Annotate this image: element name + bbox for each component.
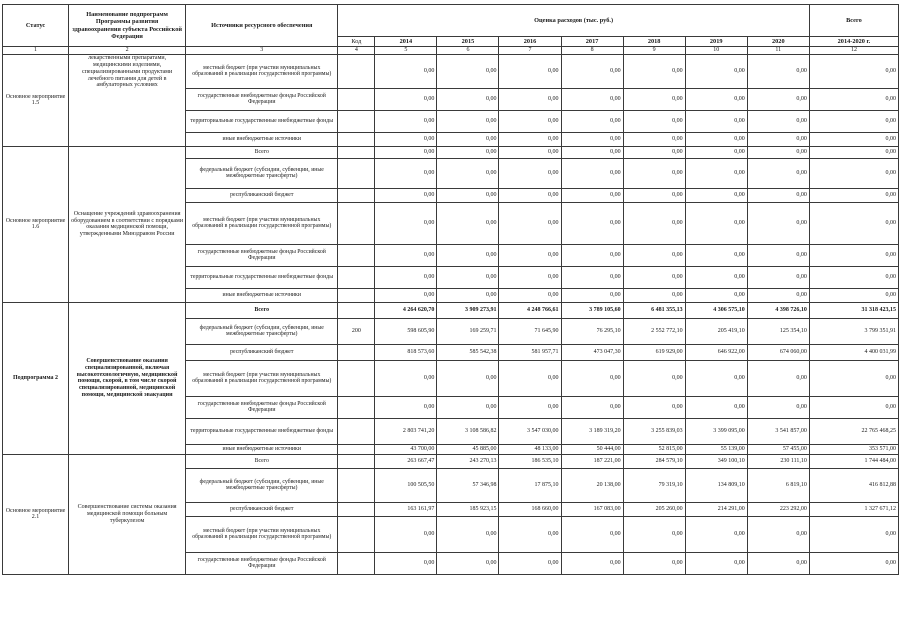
year-value: 0,00 <box>375 88 437 110</box>
year-value: 0,00 <box>685 54 747 88</box>
year-value: 0,00 <box>561 54 623 88</box>
year-value: 0,00 <box>623 288 685 302</box>
year-value: 2 552 772,10 <box>623 318 685 344</box>
year-value: 3 189 319,20 <box>561 418 623 444</box>
column-number: 2 <box>69 47 186 55</box>
year-value: 0,00 <box>375 158 437 188</box>
year-value: 0,00 <box>375 54 437 88</box>
year-value: 48 133,00 <box>499 444 561 454</box>
year-value: 57 346,98 <box>437 468 499 502</box>
total-value: 31 318 423,15 <box>809 302 898 318</box>
total-value: 0,00 <box>809 202 898 244</box>
header-year: 2016 <box>499 37 561 47</box>
year-value: 0,00 <box>685 146 747 158</box>
resource-source: федеральный бюджет (субсидии, субвенции, иные межбюджетные трансферты) <box>186 318 338 344</box>
year-value: 0,00 <box>375 202 437 244</box>
year-value: 0,00 <box>437 552 499 574</box>
year-value: 125 354,10 <box>747 318 809 344</box>
year-value: 0,00 <box>747 54 809 88</box>
resource-source: территориальные государственные внебюджетные фонды <box>186 266 338 288</box>
year-value: 0,00 <box>747 132 809 146</box>
year-value: 0,00 <box>375 244 437 266</box>
year-value: 0,00 <box>499 146 561 158</box>
year-value: 0,00 <box>499 54 561 88</box>
resource-source: федеральный бюджет (субсидии, субвенции, иные межбюджетные трансферты) <box>186 158 338 188</box>
resource-source: Всего <box>186 454 338 468</box>
year-value: 230 111,10 <box>747 454 809 468</box>
year-value: 0,00 <box>623 552 685 574</box>
year-value: 0,00 <box>437 202 499 244</box>
year-value: 163 161,97 <box>375 502 437 516</box>
code-cell <box>338 360 375 396</box>
year-value: 3 789 105,60 <box>561 302 623 318</box>
year-value: 6 481 355,13 <box>623 302 685 318</box>
year-value: 4 248 766,61 <box>499 302 561 318</box>
total-value: 0,00 <box>809 188 898 202</box>
header-subprogram-name: Наименование подпрограмм Программы развития здравоохранения субъекта Российской Федерации <box>69 5 186 47</box>
total-value: 353 571,00 <box>809 444 898 454</box>
year-value: 0,00 <box>685 202 747 244</box>
year-value: 0,00 <box>437 396 499 418</box>
year-value: 473 047,30 <box>561 344 623 360</box>
year-value: 0,00 <box>747 158 809 188</box>
code-cell <box>338 516 375 552</box>
header-total-period: 2014-2020 г. <box>809 37 898 47</box>
resource-source: территориальные государственные внебюджетные фонды <box>186 110 338 132</box>
code-cell <box>338 302 375 318</box>
year-value: 134 809,10 <box>685 468 747 502</box>
total-value: 22 765 468,25 <box>809 418 898 444</box>
year-value: 4 264 620,70 <box>375 302 437 318</box>
year-value: 0,00 <box>747 360 809 396</box>
total-value: 0,00 <box>809 158 898 188</box>
year-value: 0,00 <box>437 110 499 132</box>
year-value: 76 295,10 <box>561 318 623 344</box>
resource-source: иные внебюджетные источники <box>186 132 338 146</box>
column-number: 3 <box>186 47 338 55</box>
year-value: 0,00 <box>499 88 561 110</box>
year-value: 0,00 <box>747 266 809 288</box>
table-row <box>3 302 899 318</box>
code-cell <box>338 468 375 502</box>
total-value: 0,00 <box>809 396 898 418</box>
total-value: 0,00 <box>809 516 898 552</box>
year-value: 100 505,50 <box>375 468 437 502</box>
row-status: Основное мероприятие 1.5 <box>3 54 69 146</box>
total-value: 0,00 <box>809 146 898 158</box>
code-cell <box>338 244 375 266</box>
code-cell <box>338 158 375 188</box>
year-value: 0,00 <box>499 158 561 188</box>
year-value: 0,00 <box>623 202 685 244</box>
year-value: 0,00 <box>747 288 809 302</box>
total-value: 0,00 <box>809 552 898 574</box>
total-value: 4 400 031,99 <box>809 344 898 360</box>
year-value: 0,00 <box>561 516 623 552</box>
year-value: 585 542,38 <box>437 344 499 360</box>
resource-source: республиканский бюджет <box>186 502 338 516</box>
header-year: 2014 <box>375 37 437 47</box>
year-value: 169 259,71 <box>437 318 499 344</box>
year-value: 0,00 <box>437 88 499 110</box>
code-cell <box>338 266 375 288</box>
year-value: 17 875,10 <box>499 468 561 502</box>
year-value: 581 957,71 <box>499 344 561 360</box>
resource-source: республиканский бюджет <box>186 344 338 360</box>
year-value: 20 138,00 <box>561 468 623 502</box>
resource-source: иные внебюджетные источники <box>186 444 338 454</box>
year-value: 0,00 <box>375 552 437 574</box>
year-value: 0,00 <box>437 244 499 266</box>
year-value: 0,00 <box>747 146 809 158</box>
column-number: 1 <box>3 47 69 55</box>
year-value: 0,00 <box>499 288 561 302</box>
year-value: 818 573,60 <box>375 344 437 360</box>
header-code: Код <box>338 37 375 47</box>
year-value: 0,00 <box>623 146 685 158</box>
header-year: 2019 <box>685 37 747 47</box>
header-estimate: Оценка расходов (тыс. руб.) <box>338 5 810 37</box>
year-value: 0,00 <box>685 132 747 146</box>
total-value: 3 799 351,91 <box>809 318 898 344</box>
year-value: 0,00 <box>685 288 747 302</box>
year-value: 71 645,90 <box>499 318 561 344</box>
year-value: 0,00 <box>561 88 623 110</box>
year-value: 43 700,00 <box>375 444 437 454</box>
resource-source: государственные внебюджетные фонды Российской Федерации <box>186 88 338 110</box>
year-value: 0,00 <box>561 188 623 202</box>
row-subprogram-name: Совершенствование оказания специализированной, включая высокотехнологичную, медицинской помощи, скорой, в том числе скорой специализированной, медицинской помощи, медицинской эвакуации <box>69 302 186 454</box>
year-value: 3 108 586,82 <box>437 418 499 444</box>
header-status: Статус <box>3 5 69 47</box>
year-value: 0,00 <box>375 396 437 418</box>
year-value: 0,00 <box>499 360 561 396</box>
year-value: 167 083,00 <box>561 502 623 516</box>
column-number: 10 <box>685 47 747 55</box>
year-value: 168 660,00 <box>499 502 561 516</box>
resource-source: государственные внебюджетные фонды Российской Федерации <box>186 552 338 574</box>
year-value: 0,00 <box>623 360 685 396</box>
year-value: 4 398 726,10 <box>747 302 809 318</box>
year-value: 0,00 <box>747 516 809 552</box>
year-value: 0,00 <box>685 266 747 288</box>
year-value: 0,00 <box>499 202 561 244</box>
code-cell <box>338 444 375 454</box>
total-value: 0,00 <box>809 54 898 88</box>
row-status: Основное мероприятие 2.1 <box>3 454 69 574</box>
year-value: 0,00 <box>499 266 561 288</box>
year-value: 0,00 <box>561 360 623 396</box>
year-value: 0,00 <box>561 244 623 266</box>
year-value: 0,00 <box>437 188 499 202</box>
year-value: 0,00 <box>747 396 809 418</box>
resource-source: федеральный бюджет (субсидии, субвенции, иные межбюджетные трансферты) <box>186 468 338 502</box>
year-value: 646 922,00 <box>685 344 747 360</box>
year-value: 3 255 839,03 <box>623 418 685 444</box>
resource-source: Всего <box>186 302 338 318</box>
column-number: 4 <box>338 47 375 55</box>
year-value: 0,00 <box>499 552 561 574</box>
year-value: 0,00 <box>685 88 747 110</box>
resource-source: местный бюджет (при участии муниципальных образований в реализации государственной программы) <box>186 360 338 396</box>
resource-source: государственные внебюджетные фонды Российской Федерации <box>186 244 338 266</box>
year-value: 0,00 <box>375 110 437 132</box>
row-status: Подпрограмма 2 <box>3 302 69 454</box>
resource-source: территориальные государственные внебюджетные фонды <box>186 418 338 444</box>
year-value: 0,00 <box>623 158 685 188</box>
year-value: 0,00 <box>499 110 561 132</box>
year-value: 0,00 <box>747 110 809 132</box>
year-value: 0,00 <box>561 158 623 188</box>
year-value: 0,00 <box>623 88 685 110</box>
column-number: 6 <box>437 47 499 55</box>
code-cell <box>338 132 375 146</box>
year-value: 0,00 <box>375 516 437 552</box>
year-value: 0,00 <box>623 396 685 418</box>
header-year: 2018 <box>623 37 685 47</box>
total-value: 416 812,88 <box>809 468 898 502</box>
year-value: 0,00 <box>623 110 685 132</box>
year-value: 3 399 095,00 <box>685 418 747 444</box>
total-value: 0,00 <box>809 360 898 396</box>
resource-source: местный бюджет (при участии муниципальных образований в реализации государственной программы) <box>186 516 338 552</box>
year-value: 0,00 <box>623 54 685 88</box>
year-value: 223 292,00 <box>747 502 809 516</box>
resource-source: государственные внебюджетные фонды Российской Федерации <box>186 396 338 418</box>
year-value: 186 535,10 <box>499 454 561 468</box>
year-value: 0,00 <box>747 244 809 266</box>
year-value: 0,00 <box>561 110 623 132</box>
year-value: 214 291,00 <box>685 502 747 516</box>
year-value: 205 260,00 <box>623 502 685 516</box>
year-value: 0,00 <box>747 202 809 244</box>
header-total: Всего <box>809 5 898 37</box>
year-value: 598 605,90 <box>375 318 437 344</box>
year-value: 0,00 <box>623 516 685 552</box>
year-value: 0,00 <box>561 146 623 158</box>
year-value: 0,00 <box>685 110 747 132</box>
total-value: 0,00 <box>809 88 898 110</box>
year-value: 0,00 <box>561 266 623 288</box>
year-value: 0,00 <box>437 146 499 158</box>
year-value: 0,00 <box>623 244 685 266</box>
year-value: 0,00 <box>437 158 499 188</box>
year-value: 3 909 273,91 <box>437 302 499 318</box>
year-value: 0,00 <box>623 266 685 288</box>
budget-table <box>2 4 899 575</box>
year-value: 0,00 <box>623 188 685 202</box>
total-value: 1 327 671,12 <box>809 502 898 516</box>
year-value: 0,00 <box>747 188 809 202</box>
year-value: 187 221,00 <box>561 454 623 468</box>
year-value: 52 815,00 <box>623 444 685 454</box>
total-value: 0,00 <box>809 110 898 132</box>
year-value: 0,00 <box>623 132 685 146</box>
column-number: 9 <box>623 47 685 55</box>
header-resource-source: Источники ресурсного обеспечения <box>186 5 338 47</box>
year-value: 45 885,00 <box>437 444 499 454</box>
year-value: 3 541 857,00 <box>747 418 809 444</box>
year-value: 0,00 <box>685 516 747 552</box>
year-value: 2 803 741,20 <box>375 418 437 444</box>
code-cell <box>338 552 375 574</box>
year-value: 205 419,10 <box>685 318 747 344</box>
year-value: 0,00 <box>375 266 437 288</box>
year-value: 674 060,00 <box>747 344 809 360</box>
total-value: 0,00 <box>809 266 898 288</box>
header-year: 2017 <box>561 37 623 47</box>
resource-source: местный бюджет (при участии муниципальных образований в реализации государственной программы) <box>186 54 338 88</box>
column-number: 7 <box>499 47 561 55</box>
year-value: 0,00 <box>747 552 809 574</box>
year-value: 619 929,00 <box>623 344 685 360</box>
resource-source: республиканский бюджет <box>186 188 338 202</box>
table-row <box>3 54 899 88</box>
total-value: 0,00 <box>809 132 898 146</box>
year-value: 0,00 <box>747 88 809 110</box>
year-value: 0,00 <box>375 288 437 302</box>
year-value: 0,00 <box>561 396 623 418</box>
year-value: 0,00 <box>437 54 499 88</box>
total-value: 1 744 484,00 <box>809 454 898 468</box>
budget-document <box>2 4 899 575</box>
year-value: 0,00 <box>561 202 623 244</box>
code-cell: 200 <box>338 318 375 344</box>
header-year: 2015 <box>437 37 499 47</box>
code-cell <box>338 54 375 88</box>
year-value: 0,00 <box>375 188 437 202</box>
year-value: 0,00 <box>437 360 499 396</box>
resource-source: местный бюджет (при участии муниципальных образований в реализации государственной программы) <box>186 202 338 244</box>
row-subprogram-name: Совершенствование системы оказания медицинской помощи больным туберкулезом <box>69 454 186 574</box>
year-value: 6 819,10 <box>747 468 809 502</box>
year-value: 0,00 <box>437 132 499 146</box>
year-value: 79 319,10 <box>623 468 685 502</box>
code-cell <box>338 146 375 158</box>
year-value: 0,00 <box>437 288 499 302</box>
year-value: 0,00 <box>561 132 623 146</box>
year-value: 0,00 <box>499 516 561 552</box>
row-subprogram-name: Оснащение учреждений здравоохранения оборудованием в соответствии с порядками оказания медицинской помощи, утвержденными Минздравом России <box>69 146 186 302</box>
code-cell <box>338 188 375 202</box>
code-cell <box>338 88 375 110</box>
year-value: 0,00 <box>375 146 437 158</box>
year-value: 0,00 <box>499 132 561 146</box>
year-value: 185 923,15 <box>437 502 499 516</box>
row-status: Основное мероприятие 1.6 <box>3 146 69 302</box>
year-value: 0,00 <box>561 552 623 574</box>
year-value: 0,00 <box>685 360 747 396</box>
code-cell <box>338 344 375 360</box>
year-value: 3 547 030,00 <box>499 418 561 444</box>
year-value: 0,00 <box>685 552 747 574</box>
year-value: 0,00 <box>685 188 747 202</box>
year-value: 0,00 <box>437 266 499 288</box>
column-number: 8 <box>561 47 623 55</box>
year-value: 243 270,13 <box>437 454 499 468</box>
code-cell <box>338 396 375 418</box>
year-value: 0,00 <box>375 360 437 396</box>
column-number: 11 <box>747 47 809 55</box>
header-year: 2020 <box>747 37 809 47</box>
year-value: 0,00 <box>437 516 499 552</box>
year-value: 284 579,10 <box>623 454 685 468</box>
year-value: 263 667,47 <box>375 454 437 468</box>
table-row <box>3 454 899 468</box>
year-value: 0,00 <box>499 244 561 266</box>
year-value: 50 444,00 <box>561 444 623 454</box>
year-value: 0,00 <box>685 158 747 188</box>
total-value: 0,00 <box>809 244 898 266</box>
year-value: 0,00 <box>499 396 561 418</box>
code-cell <box>338 288 375 302</box>
year-value: 0,00 <box>561 288 623 302</box>
year-value: 0,00 <box>685 396 747 418</box>
year-value: 55 139,00 <box>685 444 747 454</box>
resource-source: иные внебюджетные источники <box>186 288 338 302</box>
year-value: 349 100,10 <box>685 454 747 468</box>
year-value: 57 455,00 <box>747 444 809 454</box>
year-value: 0,00 <box>499 188 561 202</box>
table-row <box>3 146 899 158</box>
row-subprogram-name: лекарственными препаратами, медицинскими изделиями, специализированными продуктами лечебного питания для детей в амбулаторных условиях <box>69 54 186 146</box>
column-numbers-row <box>3 47 899 55</box>
year-value: 4 306 575,10 <box>685 302 747 318</box>
code-cell <box>338 454 375 468</box>
column-number: 12 <box>809 47 898 55</box>
code-cell <box>338 110 375 132</box>
total-value: 0,00 <box>809 288 898 302</box>
resource-source: Всего <box>186 146 338 158</box>
year-value: 0,00 <box>375 132 437 146</box>
code-cell <box>338 202 375 244</box>
code-cell <box>338 418 375 444</box>
code-cell <box>338 502 375 516</box>
column-number: 5 <box>375 47 437 55</box>
year-value: 0,00 <box>685 244 747 266</box>
